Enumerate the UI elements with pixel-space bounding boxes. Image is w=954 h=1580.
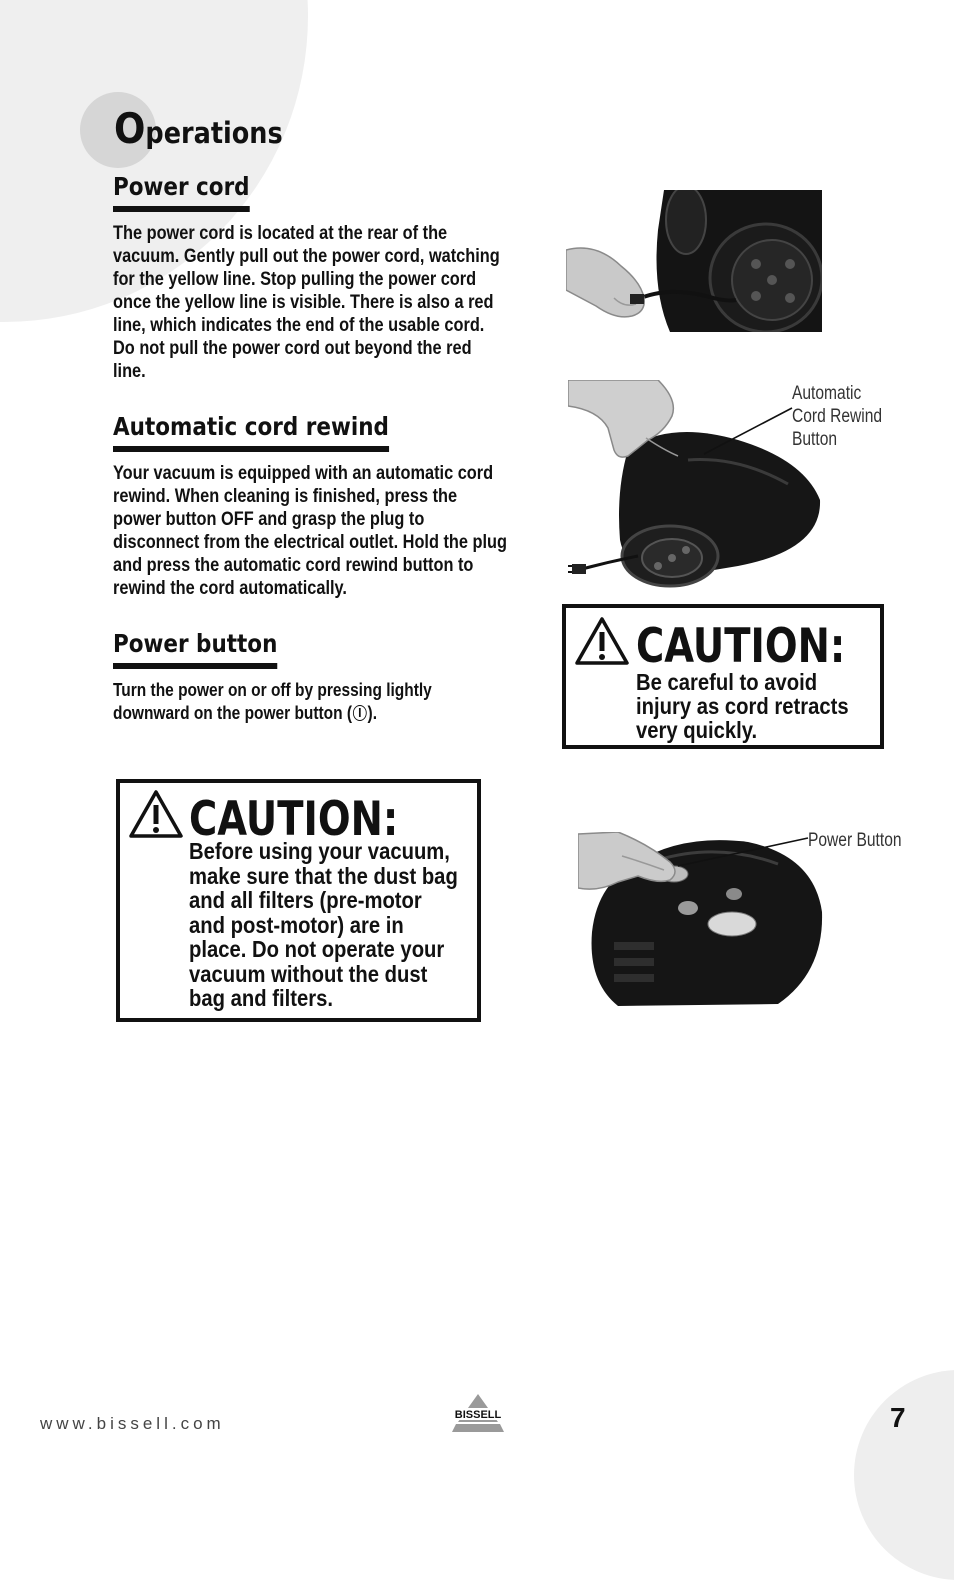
section-body: The power cord is located at the rear of the vacuum. Gently pull out the power cord, watching for the yellow line. Stop pulling the power cord once the yellow line is visible. There is also a red line, which indicates the end of the usable cord. Do not pull the power cord out beyond the red line. [113, 223, 500, 382]
title-rest: perations [145, 116, 283, 150]
caution-box-filters [116, 779, 481, 1022]
caution-title: CAUTION: [189, 792, 399, 847]
title-initial: O [114, 104, 146, 153]
caution-box-cord [562, 604, 884, 749]
caution-text: Before using your vacuum, make sure that the dust bag and all filters (pre-motor and post-motor) are in place. Do not operate your vacuum without the dust bag and filters. [189, 838, 458, 1011]
page-number: 7 [890, 1402, 906, 1433]
section-heading: Automatic cord rewind [113, 412, 389, 452]
warning-triangle-icon [574, 616, 630, 666]
callout-line: Button [792, 429, 838, 450]
body-text-before: Turn the power on or off by pressing lightly downward on the power button ( [113, 680, 432, 723]
section-body [113, 679, 509, 725]
power-symbol-icon [353, 705, 367, 721]
caution-title: CAUTION: [636, 619, 846, 674]
warning-triangle-icon [128, 789, 184, 839]
section-power-button [113, 629, 513, 725]
callout-line: Automatic [792, 383, 862, 404]
callout-line: Cord Rewind [792, 406, 883, 427]
section-power-cord [113, 172, 513, 383]
callout-power-button: Power Button [808, 830, 902, 851]
footer-url: www.bissell.com [40, 1414, 225, 1433]
section-body: Your vacuum is equipped with an automatic cord rewind. When cleaning is finished, press the power button OFF and grasp the plug to disconnect from the electrical outlet. Hold the plug and press the automatic cord rewind button to rewind the cord automatically. [113, 463, 508, 599]
callout-line-rewind [700, 404, 796, 458]
bissell-logo [448, 1392, 508, 1434]
caution-text: Be careful to avoid injury as cord retracts very quickly. [636, 669, 849, 743]
callout-rewind-button [792, 382, 882, 451]
section-heading: Power button [113, 629, 277, 669]
photo-pulling-power-cord [566, 190, 822, 332]
logo-text: BISSELL [454, 1409, 502, 1421]
section-heading: Power cord [113, 172, 250, 212]
callout-line-power [674, 834, 810, 870]
section-automatic-cord-rewind [113, 412, 513, 600]
page-title [114, 104, 283, 153]
body-text-after: ). [367, 703, 377, 723]
